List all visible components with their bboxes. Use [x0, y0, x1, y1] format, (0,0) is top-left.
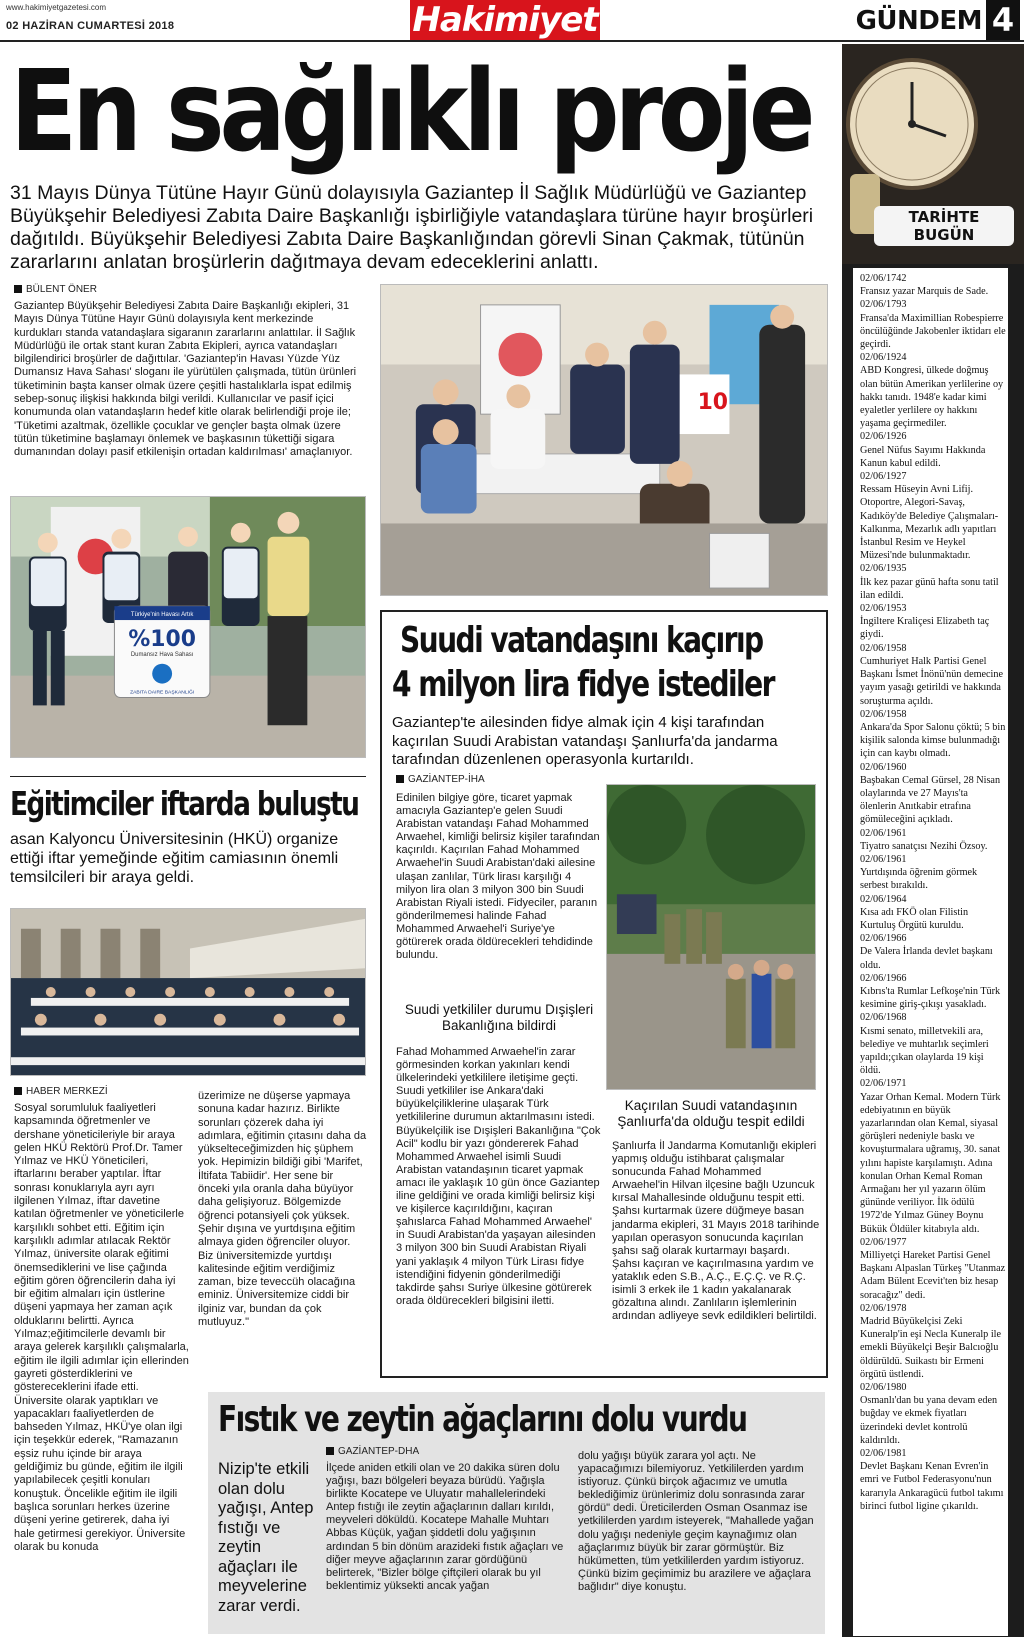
hail-byline: GAZİANTEP-DHA	[326, 1446, 419, 1457]
history-entry-date: 02/06/1927	[860, 471, 907, 483]
signing-photo-illustration	[381, 285, 827, 595]
history-entry-date: 02/06/1961	[860, 853, 907, 865]
kidnap-byline: GAZİANTEP-İHA	[396, 774, 485, 785]
stand-sub: Dumansız Hava Sahası	[130, 651, 194, 658]
history-entry-date: 02/06/1961	[860, 827, 907, 839]
history-entry-date: 02/06/1958	[860, 708, 907, 720]
history-title: TARİHTE BUGÜN	[874, 206, 1014, 246]
history-entry-date: 02/06/1966	[860, 972, 907, 984]
hail-body-col2: dolu yağışı büyük zarara yol açtı. Ne yapacağımızı bilemiyoruz. Yetkililerden yardım istiyoruz. Çünkü birçok ağacımız ve umutla beklediğimiz ürünlerimiz dolu sonrasında zarar gördü" dedi. Üreticilerden Osman Osanmaz ise yetkililerden yardım isteyerek, "Mahallede yağan dolu yağışı nedeniyle geçim kaynağımız olan ağaçlarımız büyük bir zarar görmüştür. Biz hükümetten, tüm yetkililerden yardım istiyoruz. Çünkü bizim geçimimiz bu arazilere ve ağaçlara bağlıdır" diye konuştu.	[578, 1450, 814, 1593]
section-label: GÜNDEM	[855, 6, 982, 36]
history-entry-text: Cumhuriyet Halk Partisi Genel Başkanı İsmet İnönü'nün demecine yayım yasağı getirildi ve hakkında soruşturma açıldı.	[860, 655, 1004, 707]
history-entry-date: 02/06/1968	[860, 1012, 907, 1024]
iftar-byline: HABER MERKEZİ	[14, 1086, 108, 1097]
history-entry	[860, 351, 1006, 430]
history-entry-date: 02/06/1953	[860, 603, 907, 615]
lead-photo-signing	[380, 284, 828, 596]
history-list	[860, 272, 1006, 1513]
kidnap-caption: Kaçırılan Suudi vatandaşının Şanlıurfa'da olduğu tespit edildi	[617, 1098, 805, 1129]
byline-square-icon	[396, 775, 404, 783]
history-entry	[860, 1302, 1006, 1381]
history-entry-text: Kısmi senato, milletvekili ara, belediye ve muhtarlık seçimleri yapıldı;çıkan olaylarda 19 kişi öldü.	[860, 1025, 989, 1077]
newspaper-logo: Hakimiyet	[410, 0, 600, 40]
history-entry-text: Osmanlı'dan bu yana devam eden buğday ve ekmek fiyatları üzerindeki devlet kontrolü kaldırıldı.	[860, 1395, 998, 1446]
history-entry	[860, 853, 1006, 893]
site-url: www.hakimiyetgazetesi.com	[6, 3, 107, 12]
history-entry-date: 02/06/1981	[860, 1448, 907, 1460]
byline-square-icon	[14, 1087, 22, 1095]
history-entry-date: 02/06/1960	[860, 761, 907, 773]
history-entry-date: 02/06/1926	[860, 431, 907, 443]
history-entry	[860, 1381, 1006, 1447]
stand-sign: Türkiye'nin Havası Artık	[130, 612, 194, 619]
byline-square-icon	[14, 285, 22, 293]
kidnap-deck: Gaziantep'te ailesinden fidye almak için 4 kişi tarafından kaçırılan Suudi Arabistan vatandaşı Şanlıurfa'da jandarma tarafından düzenlenen operasyonla kurtarıldı.	[392, 714, 778, 768]
page-number: 4	[986, 0, 1020, 40]
iftar-deck: asan Kalyoncu Üniversitesinin (HKÜ) organize ettiği iftar yemeğinde eğitim camiasının önemli temsilcileri bir araya geldi.	[10, 831, 339, 886]
kidnap-body-1: Edinilen bilgiye göre, ticaret yapmak amacıyla Gaziantep'e gelen Suudi Arabistan vatandaşı Fahad Mohammed Arwaehel, kimliği belirsiz kişiler tarafından kaçırıldı. Kaçırılan Fahad Mohammed Arwaehel'in Suudi Arabistan'daki ailesine ulaşan zanlılar, Türk lirası karşılığı 4 milyon lira olan 3 milyon 300 bin Suudi Arabistan Riyali istedi. Fidyeciler, paranın gönderilmemesi halinde Fahad Mohammed Arwaehel'i Suriye'ye götürerek orada öldürecekleri tehdidinde bulundu.	[396, 792, 600, 962]
history-entry-date: 02/06/1958	[860, 642, 907, 654]
history-entry	[860, 642, 1006, 708]
history-entry	[860, 562, 1006, 602]
history-entry-date: 02/06/1935	[860, 563, 907, 575]
issue-date: 02 HAZİRAN CUMARTESİ 2018	[6, 20, 175, 32]
history-entry	[860, 1011, 1006, 1077]
history-entry-text: De Valera İrlanda devlet başkanı oldu.	[860, 946, 993, 971]
history-entry	[860, 893, 1006, 933]
history-entry-date: 02/06/1966	[860, 933, 907, 945]
history-entry-text: ABD Kongresi, ülkede doğmuş olan bütün Amerikan yerlilerine oy hakkı tanıdı. 1948'e kadar kimi eyaletler yerlilere oy hakkını yaşama geçirmediler.	[860, 365, 1004, 430]
hail-body-col1: İlçede aniden etkili olan ve 20 dakika süren dolu yağışı, bazı bölgeleri beyaza bürüdü. Yağışla birlikte Kocatepe ve Uluyatır mahallelerindeki Antep fıstığı ile zeytin ağaçlarının dalları kırıldı, meyveleri döküldü. Kocatepe Mahalle Muhtarı Abbas Küçük, yağan şiddetli dolu yağışının ardından 5 bin dönüm arazideki fıstık ağaçları ve diğer meyve ağaçlarının zarar gördüğünü belirterek, "Bizler bölge çiftçileri olarak bu yıl beklentimiz yüksekti ancak yağan	[326, 1462, 564, 1592]
history-entry	[860, 972, 1006, 1012]
stand-number: %100	[128, 626, 196, 652]
history-entry-text: Başbakan Cemal Gürsel, 28 Nisan olaylarında ve 27 Mayıs'ta ölenlerin Anıtkabir etrafına gömüleceğini açıkladı.	[860, 774, 1001, 826]
history-entry-text: Milliyetçi Hareket Partisi Genel Başkanı Alpaslan Türkeş "Utanmaz Adam Bülent Ecevit'ten biz hesap soracağız" dedi.	[860, 1250, 1006, 1301]
history-entry	[860, 708, 1006, 761]
history-entry-text: Kıbrıs'ta Rumlar Lefkoşe'nin Türk kesimine giriş-çıkışı yasakladı.	[860, 985, 1001, 1011]
iftar-photo-illustration	[11, 909, 365, 1075]
history-entry	[860, 761, 1006, 827]
history-entry	[860, 298, 1006, 351]
iftar-photo	[10, 908, 366, 1076]
kidnap-photo-illustration	[607, 785, 815, 1089]
history-entry	[860, 430, 1006, 470]
stand-footer: ZABITA DAIRE BAŞKANLIĞI	[130, 690, 195, 696]
history-entry-text: İngiltere Kraliçesi Elizabeth taç giydi.	[860, 616, 990, 641]
iftar-body-col2: üzerimize ne düşerse yapmaya sonuna kadar hazırız. Birlikte sorunları çözerek daha iyi adımlara, eğitimin çıtasını daha da yükselteceğimizden hiç şüphem yok. Hepimizin bildiği gibi 'Marifet, İltifata Tabiidir'. Her sene bir önceki yıla oranla daha büyüyor daha gelişiyoruz. Bölgemizde öğrenci potansiyeli çok yüksek. Şehir dışına ve yurtdışına eğitim almaya giden öğrenciler oluyor. Biz üniversitemizde yurtdışı kalitesinde eğitim verdiğimiz zaman, bize teveccüh olacağına eminiz. Üniversitemize ciddi bir ilginiz var, bundan da çok mutluyuz."	[198, 1090, 367, 1329]
svg-text:10: 10	[697, 390, 729, 416]
lead-headline: En sağlıklı proje	[10, 47, 811, 177]
kidnap-subhead: Suudi yetkililer durumu Dışişleri Bakanlığına bildirdi	[404, 1002, 594, 1033]
history-entry-text: Yurtdışında öğrenim görmek serbest bırakıldı.	[860, 867, 978, 892]
masthead-bar	[0, 0, 1024, 42]
history-entry-date: 02/06/1978	[860, 1302, 907, 1314]
history-entry-date: 02/06/1964	[860, 893, 907, 905]
history-entry-text: Genel Nüfus Sayımı Hakkında Kanun kabul edildi.	[860, 444, 986, 469]
kidnap-headline-line2: 4 milyon lira fidye istediler	[392, 664, 774, 705]
stand-photo-illustration	[11, 497, 365, 757]
history-entry-date: 02/06/1742	[860, 273, 907, 284]
iftar-headline: Eğitimciler iftarda buluştu	[10, 784, 359, 823]
byline-square-icon	[326, 1447, 334, 1455]
history-entry-date: 02/06/1924	[860, 352, 907, 364]
history-entry	[860, 827, 1006, 853]
history-entry-text: Ankara'da Spor Salonu çöktü; 5 bin kişilik salonda kimse bulunmadığı için can kaybı olmadı.	[860, 721, 1006, 760]
history-entry-text: Fransız yazar Marquis de Sade.	[860, 286, 989, 298]
history-entry-text: Kısa adı FKÖ olan Filistin Kurtuluş Örgütü kuruldu.	[860, 906, 969, 931]
history-entry	[860, 1236, 1006, 1302]
iftar-body-col1: Sosyal sorumluluk faaliyetleri kapsamında öğretmenler ve dershane yöneticileriyle bir araya gelen HKÜ Rektörü Prof.Dr. Tamer Yılmaz ve HKÜ Yöneticileri, iftarlarını beraber yaptılar. İftar sonrası konuklarıyla ayrı ayrı ilgilenen Yılmaz, iftar davetine katılan öğretmenler ve yöneticilerle karşılıklı sohbet etti. Eğitim için karşılıklı adımlar atılacak Rektör Yılmaz, üniversite olarak eğitimi önemsediklerini ve lise çağında eğitim gören öğrencilerin daha iyi bir eğitim almaları için üstlerine düşeni yapmaya her zaman açık olduklarını belirtti. Ayrıca Yılmaz;eğitimcilerle devamlı bir araya gelerek karşılıklı çalışmalarla, eğitim ile ilgili adımlar için ellerinden gayreti gösterdiklerini ve göstereceklerini ifade etti. Üniversite olarak yaptıkları ve yapacakları faaliyetlerden de bahseden Yılmaz, HKÜ'ye olan ilgi için teşekkür ederek, "Ramazanın eşsiz ruhu içinde bir araya geldiğimiz bu günde, eğitim ile ilgili yapılabilecek çeşitli konuları konuştuk. Öncelikle eğitim ile ilgili başlıca sorunları herkes üzerine düşeni yerine getirerek, daha iyi hale getirmesi gerekiyor. Üniversite olarak bu konuda	[14, 1102, 189, 1553]
hail-pullquote: Nizip'te etkili olan dolu yağışı, Antep fıstığı ve zeytin ağaçları ile meyvelerine zarar verdi.	[218, 1460, 314, 1615]
history-entry	[860, 470, 1006, 562]
lead-body: Gaziantep Büyükşehir Belediyesi Zabıta Daire Başkanlığı ekipleri, 31 Mayıs Dünya Tütüne Hayır Günü dolayısıyla kent merkezinde kurdukları standa vatandaşlara sigaranın zararlarını anlattılar. İl Sağlık Müdürlüğü ile ortak stant kuran Zabıta Ekipleri, ayrıca vatandaşları bilgilendirici broşürler de dağıttılar. 'Gaziantep'in Havası Yüzde Yüz Dumansız Hava Sahası' sloganı ile yürütülen çalışmada, tütün ürünleri tüketiminin başta kanser olmak üzere çeşitli hastalıklarla ispat edilmiş sebep-sonuç ilişkisi hakkında bilgi verildi. Kullanıcılar ve pasif içici konumunda olan vatandaşların hedef kitle olarak belirlendiği proje ile; 'Tüketimi azaltmak, özellikle çocuklar ve gençler başta olmak üzere tütün tüketimine başlamayı önlemek ve başkasının tükettiği sigara dumanından dolayı pasif etkilenişin ortadan kaldırılması' amaçlanıyor.	[14, 300, 357, 459]
kidnap-photo	[606, 784, 816, 1090]
history-entry	[860, 602, 1006, 642]
history-entry-date: 02/06/1980	[860, 1382, 907, 1394]
lead-deck: 31 Mayıs Dünya Tütüne Hayır Günü dolayısıyla Gaziantep İl Sağlık Müdürlüğü ve Gaziantep Büyükşehir Belediyesi Zabıta Daire Başkanlığı işbirliğiyle vatandaşlara türüne hayır broşürleri dağıtıldı. Büyükşehir Belediyesi Zabıta Daire Başkanlığından görevli Sinan Çakmak, tütünün zararlarını anlatan broşürlerin dağıtmaya devam edeceklerini anlattı.	[10, 182, 814, 273]
history-entry-text: Madrid Büyükelçisi Zeki Kuneralp'in eşi Necla Kuneralp ile emekli Büyükelçi Beşir Balcıoğlu öldürüldü. Suikastı bir Ermeni örgütü üstlendi.	[860, 1316, 1002, 1380]
history-entry	[860, 932, 1006, 972]
history-entry	[860, 1447, 1006, 1513]
history-entry-text: Ressam Hüseyin Avni Lifij. Otoportre, Alegori-Savaş, Kadıköy'de Belediye Çalışmaları-Kalkınma, Mezarlık adlı yapıtları İstanbul Resim ve Heykel Müzesi'nde bulunmaktadır.	[860, 484, 999, 562]
history-entry-date: 02/06/1977	[860, 1236, 907, 1248]
kidnap-body-3: Şanlıurfa İl Jandarma Komutanlığı ekipleri yapmış olduğu istihbarat çalışmalar sonucunda Fahad Mohammed Arwaehel'in Hilvan ilçesine bağlı Uzuncuk kırsal Mahallesinde olduğunu tespit etti. Şahsı kurtarmak üzere düğmeye basan jandarma ekipleri, 31 Mayıs 2018 tarihinde yapılan operasyon sonucunda kaçırılan şahsı sağ olarak kurtarmayı başardı. Şahsı kaçıran ve kaçırılmasına yardım ve yataklık eden S.B., A.Ç., E.Ç.Ç. ve R.Ç. isimli 3 erkek ile 1 kadın yakalanarak gözaltına alındı. Zanlıların işlemlerinin ardından adliyeye sevk edildikleri belirtildi.	[612, 1140, 820, 1323]
history-entry	[860, 272, 1006, 298]
lead-byline: BÜLENT ÖNER	[14, 284, 97, 295]
history-entry	[860, 1077, 1006, 1235]
kidnap-headline-line1: Suudi vatandaşını kaçırıp	[400, 620, 763, 661]
history-entry-text: Tiyatro sanatçısı Nezihi Özsoy.	[860, 840, 988, 852]
history-entry-text: Devlet Başkanı Kenan Evren'in emri ve Futbol Federasyonu'nun kararıyla Ankaragücü futbol takımı birinci futbol ligine çıkarıldı.	[860, 1461, 1004, 1512]
history-entry-date: 02/06/1971	[860, 1078, 907, 1090]
history-entry-text: Fransa'da Maximillian Robespierre öncülüğünde Jakobenler iktidarı ele geçirdi.	[860, 312, 1006, 351]
hail-headline: Fıstık ve zeytin ağaçlarını dolu vurdu	[218, 1399, 747, 1440]
iftar-rule	[10, 776, 366, 777]
history-entry-date: 02/06/1793	[860, 299, 907, 311]
kidnap-body-2: Fahad Mohammed Arwaehel'in zarar görmesinden korkan yakınları kendi ülkelerindeki yetkililere iletişime geçti. Suudi yetkililer ise Ankara'daki büyükelçiliklerine ulaşarak Türk yetkililerine durumun aktarılmasını istedi. Büyükelçilik ise Dışişleri Bakanlığına "Çok Acil" kodlu bir yazı göndererek Fahad Mohammed Arwaehel isimli Suudi Arabistan vatandaşının ticaret yapmak amacı ile yaklaşık 10 gün önce Gaziantep iline geldiğini ve orada kimliği belirsiz kişi ve kişilerce kaçırıldığını, kaçıran şahıslarca Fahad Mohammed Arwaehel' in Suudi Arabistan'da yaşayan ailesinden 3 milyon 300 bin Suudi Arabistan Riyali yani yaklaşık 4 milyon Türk Lirası fidye istendiğini fidyenin gönderilmediği takdirde şahsı Suriye ülkesine götürerek orada öldürecekleri bilgisini iletti.	[396, 1046, 601, 1307]
history-entry-text: İlk kez pazar günü hafta sonu tatil ilan edildi.	[860, 576, 999, 601]
history-entry-text: Yazar Orhan Kemal. Modern Türk edebiyatının en büyük yazarlarından olan Kemal, siyasal görüşleri nedeniyle baskı ve kovuşturmalara uğramış, 30. sanat yılını hapiste karşılamıştı. Adına konulan Orhan Kemal Roman Armağanı her yıl yazarın ölüm gününde veriliyor. İlk ödülü 1972'de Yılmaz Güney Boynu Bükük Öldüler kitabıyla aldı.	[860, 1091, 1001, 1235]
lead-photo-stand	[10, 496, 366, 758]
